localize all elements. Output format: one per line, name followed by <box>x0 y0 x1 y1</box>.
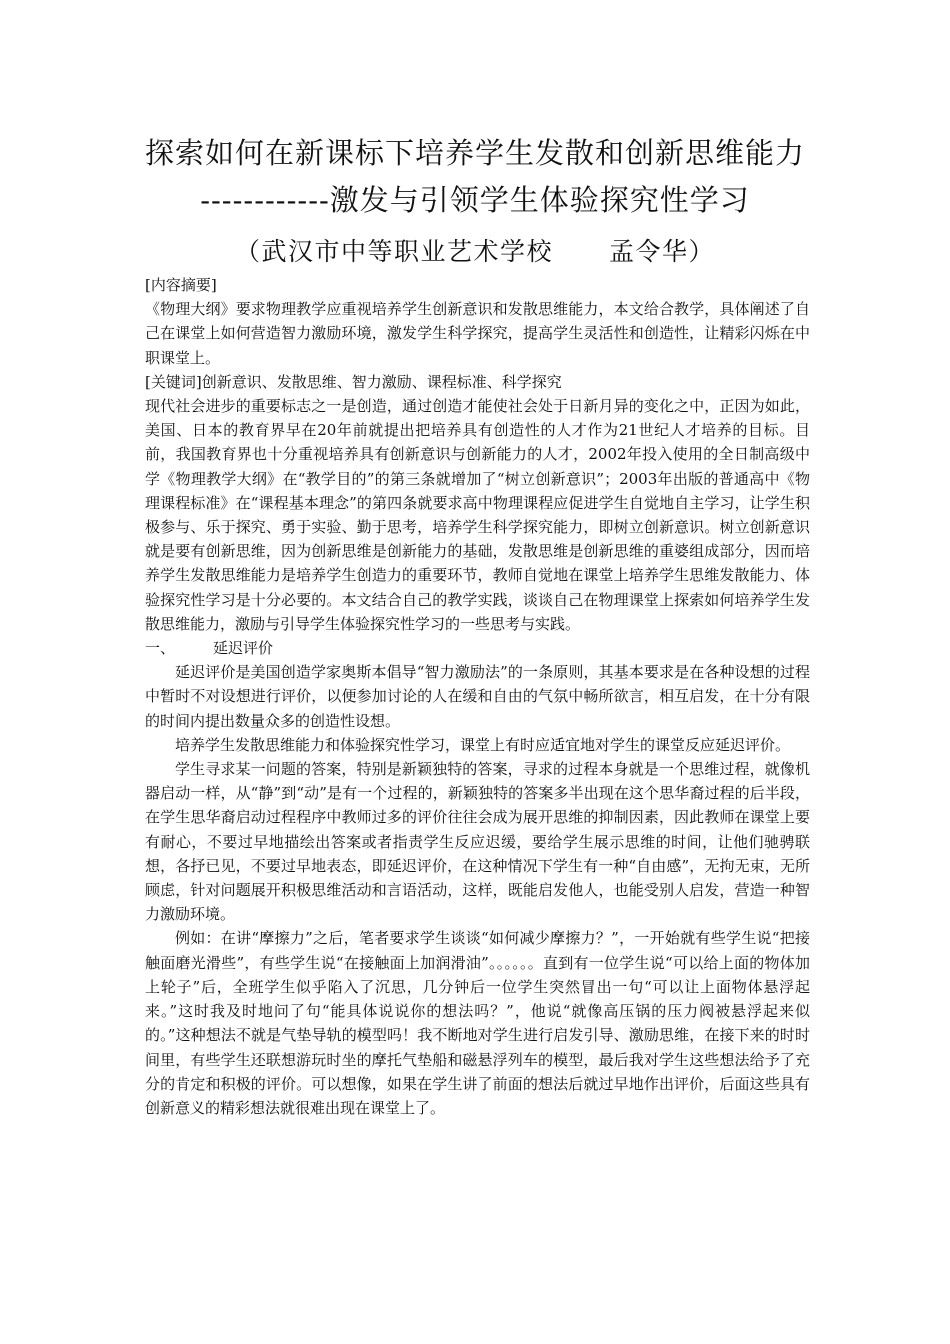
author-line <box>0 232 950 272</box>
section-title: 延迟评价 <box>213 639 274 658</box>
abstract-text: 《物理大纲》要求物理教学应重视培养学生创新意识和发散思维能力，本文给合教学，具体阐述了自己在课堂上如何营造智力激励环境，激发学生科学探究，提高学生灵活性和创造性，让精彩闪烁在中职课堂上。 <box>145 300 810 367</box>
document-body <box>145 273 810 1120</box>
body-paragraph: 延迟评价是美国创造学家奥斯本倡导“智力激励法”的一条原则，其基本要求是在各种设想的过程中暂时不对设想进行评价，以便参加讨论的人在缓和自由的气氛中畅所欲言，相互启发，在十分有限的时间内提出数量众多的创造性设想。 <box>145 663 810 730</box>
affiliation: （武汉市中等职业艺术学校 <box>234 237 553 266</box>
keywords: [关键词]创新意识、发散思维、智力激励、课程标准、科学探究 <box>145 372 562 391</box>
intro-paragraph: 现代社会进步的重要标志之一是创造，通过创造才能使社会处于日新月异的变化之中，正因为如此，美国、日本的教育界早在20年前就提出把培养具有创造性的人才作为21世纪人才培养的目标。目前，我国教育界也十分重视培养具有创新意识与创新能力的人才，2002年投入使用的全日制高级中学《物理教学大纲》在“教学目的”的第三条就增加了“树立创新意识”；2003年出版的普通高中《物理课程标准》在“课程基本理念”的第四条就要求高中物理课程应促进学生自觉地自主学习，让学生积极参与、乐于探究、勇于实验、勤于思考，培养学生科学探究能力，即树立创新意识。树立创新意识就是要有创新思维，因为创新思维是创新能力的基础，发散思维是创新思维的重婆组成部分，因而培养学生发散思维能力是培养学生创造力的重要环节，教师自觉地在课堂上培养学生思维发散能力、体验探究性学习是十分必要的。本文结合自己的教学实践，谈谈自己在物理课堂上探索如何培养学生发散思维能力，激励与引导学生体验探究性学习的一些思考与实践。 <box>145 397 810 633</box>
section-number: 一、 <box>145 639 176 658</box>
body-paragraph: 例如：在讲“摩擦力”之后，笔者要求学生谈谈“如何减少摩擦力？”，一开始就有些学生说“把接触面磨光滑些”，有些学生说“在接触面上加润滑油”。。。。。。直到有一位学生说“可以给上面的物体加上轮子”后，全班学生似乎陷入了沉思，几分钟后一位学生突然冒出一句“可以让上面物体悬浮起来。”这时我及时地问了句“能具体说说你的想法吗？”，他说“就像高压锅的压力阀被悬浮起来似的。”这种想法不就是气垫导轨的模型吗！我不断地对学生进行启发引导、激励思维，在接下来的时时间里，有些学生还联想游玩时坐的摩托气垫船和磁悬浮列车的模型，最后我对学生这些想法给予了充分的肯定和积极的评价。可以想像，如果在学生讲了前面的想法后就过早地作出评价，后面这些具有创新意义的精彩想法就很难出现在课堂上了。 <box>145 929 810 1117</box>
author-name: 孟令华） <box>609 237 716 266</box>
body-paragraph: 学生寻求某一问题的答案，特别是新颖独特的答案，寻求的过程本身就是一个思维过程，就像机器启动一样，从“静”到“动”是有一个过程的，新颖独特的答案多半出现在这个思华裔过程的后半段，在学生思华裔启动过程程序中教师过多的评价往往会成为展开思维的抑制因素，因此教师在课堂上要有耐心，不要过早地描绘出答案或者指责学生反应迟缓，要给学生展示思维的时间，让他们驰骋联想，各抒已见，不要过早地表态，即延迟评价，在这种情况下学生有一种“自由感”，无拘无束，无所顾虑，针对问题展开积极思维活动和言语活动，这样，既能启发他人，也能受别人启发，营造一种智力激励环境。 <box>145 760 810 924</box>
document-subtitle: ------------激发与引领学生体验探究性学习 <box>200 183 750 217</box>
abstract-heading: [内容摘要] <box>145 276 217 294</box>
document-title: 探索如何在新课标下培养学生发散和创新思维能力 <box>144 136 805 170</box>
body-paragraph: 培养学生发散思维能力和体验探究性学习，课堂上有时应适宜地对学生的课堂反应延迟评价。 <box>175 735 791 754</box>
section-heading <box>145 636 810 660</box>
